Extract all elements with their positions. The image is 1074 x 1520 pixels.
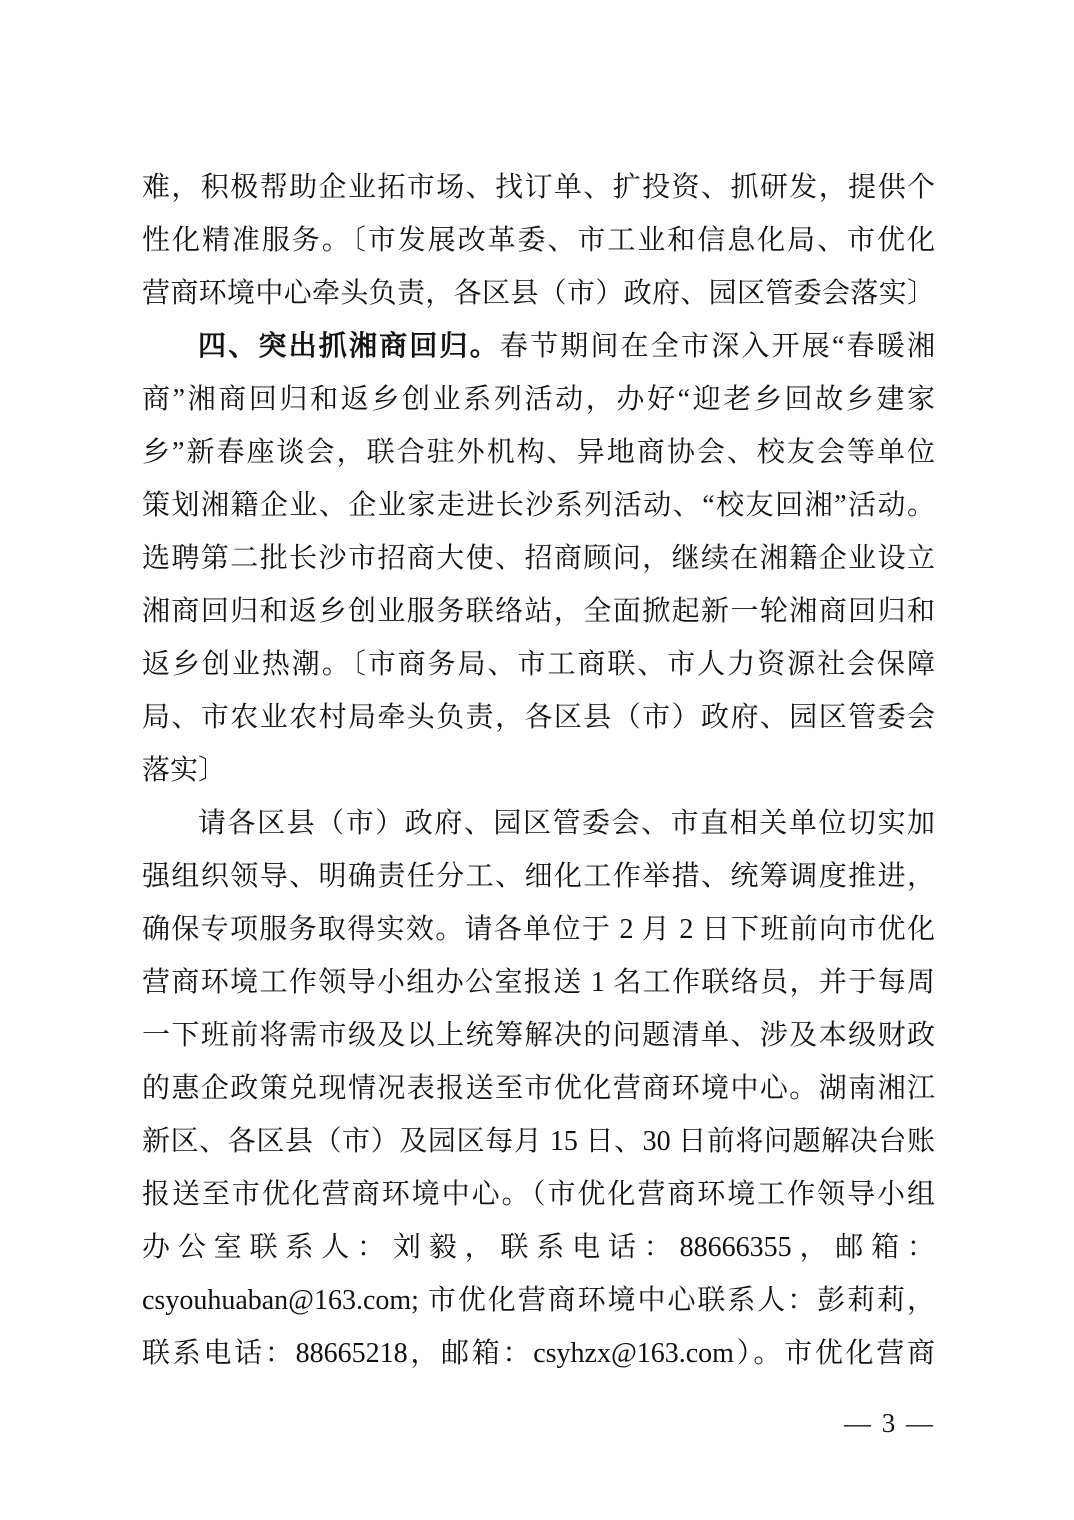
contact-info-line: 办公室联系人：刘毅，联系电话：88666355，邮箱：: [142, 1232, 935, 1263]
document-body: [142, 161, 935, 1380]
page-footer: [844, 1406, 935, 1440]
text-line: 一下班前将需市级及以上统筹解决的问题清单、涉及本级财政: [142, 1020, 935, 1051]
text-line: 选聘第二批长沙市招商大使、招商顾问，继续在湘籍企业设立: [142, 543, 935, 574]
text-line: 商”湘商回归和返乡创业系列活动，办好“迎老乡回故乡建家: [142, 384, 935, 415]
paragraph-start-line: 请各区县（市）政府、园区管委会、市直相关单位切实加: [198, 808, 935, 839]
text-line: 局、市农业农村局牵头负责，各区县（市）政府、园区管委会: [142, 702, 935, 733]
text-line: 乡”新春座谈会，联合驻外机构、异地商协会、校友会等单位: [142, 437, 935, 468]
text-line: 策划湘籍企业、企业家走进长沙系列活动、“校友回湘”活动。: [142, 490, 935, 521]
section-heading: 四、突出抓湘商回归。: [198, 331, 500, 362]
text-line: 性化精准服务。〔市发展改革委、市工业和信息化局、市优化: [142, 225, 935, 256]
text-line: 返乡创业热潮。〔市商务局、市工商联、市人力资源社会保障: [142, 649, 935, 680]
text-line: 湘商回归和返乡创业服务联络站，全面掀起新一轮湘商回归和: [142, 596, 935, 627]
text-run: 春节期间在全市深入开展“春暖湘: [499, 331, 935, 362]
paragraph-end-line: 落实〕: [142, 755, 227, 786]
contact-info-line: csyouhuaban@163.com; 市优化营商环境中心联系人：彭莉莉，: [142, 1285, 935, 1316]
section-heading-line: [142, 320, 935, 373]
page-number: — 3 —: [844, 1408, 935, 1438]
contact-info-line: 联系电话：88665218，邮箱：csyhzx@163.com）。市优化营商: [142, 1338, 935, 1369]
text-line: 营商环境工作领导小组办公室报送 1 名工作联络员，并于每周: [142, 967, 935, 998]
text-line: 营商环境中心牵头负责，各区县（市）政府、园区管委会落实〕: [142, 278, 935, 309]
text-line: 报送至市优化营商环境中心。（市优化营商环境工作领导小组: [142, 1179, 935, 1210]
text-line: 的惠企政策兑现情况表报送至市优化营商环境中心。湖南湘江: [142, 1073, 935, 1104]
text-line: 强组织领导、明确责任分工、细化工作举措、统筹调度推进，: [142, 861, 935, 892]
text-line: 确保专项服务取得实效。请各单位于 2 月 2 日下班前向市优化: [142, 914, 935, 945]
text-line: 新区、各区县（市）及园区每月 15 日、30 日前将问题解决台账: [142, 1126, 935, 1157]
text-line: 难，积极帮助企业拓市场、找订单、扩投资、抓研发，提供个: [142, 172, 935, 203]
